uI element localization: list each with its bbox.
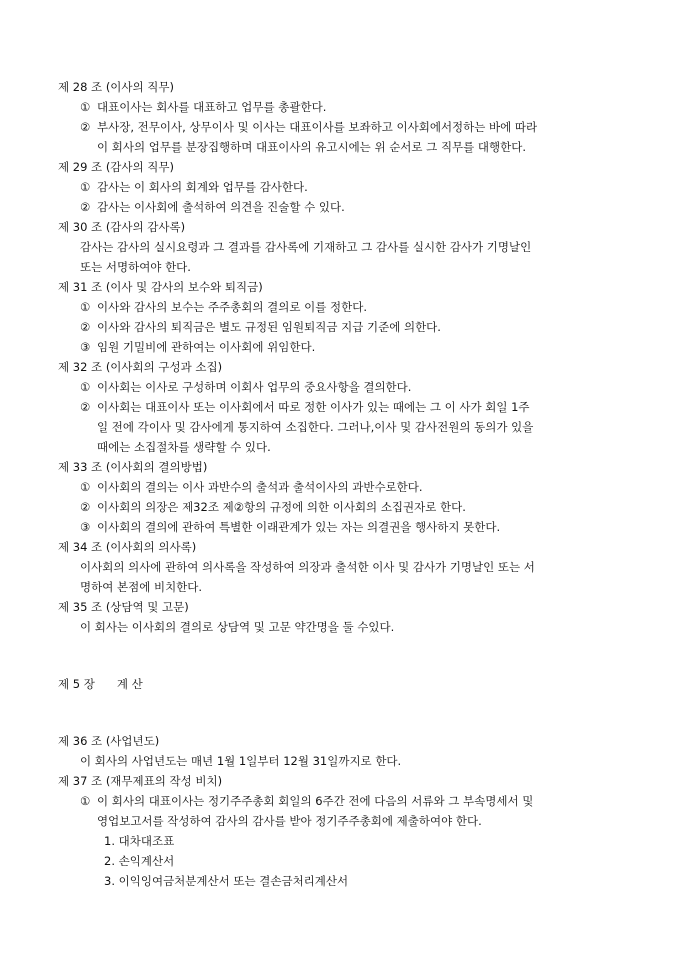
article-item [58,337,640,357]
article [58,537,640,597]
article-item [58,791,640,831]
articles-section-2 [58,731,640,891]
item-number: ① [80,794,91,808]
article-item [58,197,640,217]
article-title: 제 31 조 (이사 및 감사의 보수와 퇴직금) [58,280,263,294]
item-number: ① [80,380,91,394]
item-number: ③ [80,520,91,534]
paragraph-text: 명하여 본점에 비치한다. [80,580,203,594]
article-title: 제 28 조 (이사의 직무) [58,80,174,94]
item-text: 일 전에 각이사 및 감사에게 통지하여 소집한다. 그러나,이사 및 감사전원의 동의가 있을 [97,420,534,434]
chapter-label: 제 5 장 [58,677,95,691]
item-text: 부사장, 전무이사, 상무이사 및 이사는 대표이사를 보좌하고 이사회에서정하는 바에 따라 [97,120,538,134]
item-text: 대표이사는 회사를 대표하고 업무를 총괄한다. [97,100,327,114]
sub-item: 3. 이익잉여금처분계산서 또는 결손금처리계산서 [104,874,349,888]
article-paragraph [58,557,640,597]
paragraph-text: 이 회사의 사업년도는 매년 1월 1일부터 12월 31일까지로 한다. [80,754,402,768]
article-paragraph [58,751,640,771]
item-number: ② [80,320,91,334]
article [58,77,640,157]
chapter-heading [58,674,640,694]
item-text: 이사회는 대표이사 또는 이사회에서 따로 정한 이사가 있는 때에는 그 이 사가 회일 1주 [97,400,530,414]
article [58,277,640,357]
item-number: ② [80,120,91,134]
chapter-title: 계 산 [116,677,143,691]
article-item [58,477,640,497]
article [58,597,640,637]
item-number: ② [80,400,91,414]
sub-item: 1. 대차대조표 [104,834,175,848]
article [58,457,640,537]
item-text: 때에는 소집절차를 생략할 수 있다. [97,440,271,454]
article-paragraph [58,617,640,637]
article-item [58,377,640,397]
item-number: ③ [80,340,91,354]
article-title: 제 34 조 (이사회의 의사록) [58,540,197,554]
item-number: ② [80,200,91,214]
item-number: ① [80,180,91,194]
article [58,157,640,217]
item-number: ② [80,500,91,514]
articles-section [58,77,640,637]
article-item [58,517,640,537]
article-title: 제 35 조 (상담역 및 고문) [58,600,189,614]
paragraph-text: 이 회사는 이사회의 결의로 상담역 및 고문 약간명을 둘 수있다. [80,620,395,634]
article [58,731,640,771]
paragraph-text: 이사회의 의사에 관하여 의사록을 작성하여 의장과 출석한 이사 및 감사가 기명날인 또는 서 [80,560,535,574]
item-number: ① [80,100,91,114]
item-text: 임원 기밀비에 관하여는 이사회에 위임한다. [97,340,316,354]
article-item [58,497,640,517]
article-item [58,117,640,157]
item-text: 감사는 이사회에 출석하여 의견을 진술할 수 있다. [97,200,345,214]
item-number: ① [80,300,91,314]
article-item [58,317,640,337]
sub-item: 2. 손익계산서 [104,854,175,868]
paragraph-text: 감사는 감사의 실시요령과 그 결과를 감사록에 기재하고 그 감사를 실시한 감사가 기명날인 [80,240,532,254]
article-paragraph [58,237,640,277]
article-title: 제 32 조 (이사회의 구성과 소집) [58,360,223,374]
article-title: 제 29 조 (감사의 직무) [58,160,174,174]
article-item [58,177,640,197]
item-text: 이사회는 이사로 구성하며 이회사 업무의 중요사항을 결의한다. [97,380,412,394]
article [58,217,640,277]
article-title: 제 37 조 (재무제표의 작성 비치) [58,774,223,788]
item-text: 이사와 감사의 퇴직금은 별도 규정된 임원퇴직금 지급 기준에 의한다. [97,320,441,334]
item-text: 이 회사의 대표이사는 정기주주총회 회일의 6주간 전에 다음의 서류와 그 부속명세서 및 [97,794,534,808]
article-title: 제 33 조 (이사회의 결의방법) [58,460,208,474]
item-number: ① [80,480,91,494]
article-item [58,397,640,457]
article [58,357,640,457]
item-text: 감사는 이 회사의 회계와 업무를 감사한다. [97,180,308,194]
item-text: 이사회의 의장은 제32조 제②항의 규정에 의한 이사회의 소집권자로 한다. [97,500,466,514]
item-text: 이사회의 결의에 관하여 특별한 이래관계가 있는 자는 의결권을 행사하지 못한다. [97,520,501,534]
article-item [58,97,640,117]
paragraph-text: 또는 서명하여야 한다. [80,260,191,274]
item-text: 이 회사의 업무를 분장집행하며 대표이사의 유고시에는 위 순서로 그 직무를 대행한다. [97,140,527,154]
item-text: 이사와 감사의 보수는 주주총회의 결의로 이를 정한다. [97,300,367,314]
article-title: 제 36 조 (사업년도) [58,734,160,748]
item-text: 이사회의 결의는 이사 과반수의 출석과 출석이사의 과반수로한다. [97,480,423,494]
article [58,771,640,891]
article-title: 제 30 조 (감사의 감사록) [58,220,186,234]
article-item [58,297,640,317]
item-text: 영업보고서를 작성하여 감사의 감사를 받아 정기주주총회에 제출하여야 한다. [97,814,482,828]
